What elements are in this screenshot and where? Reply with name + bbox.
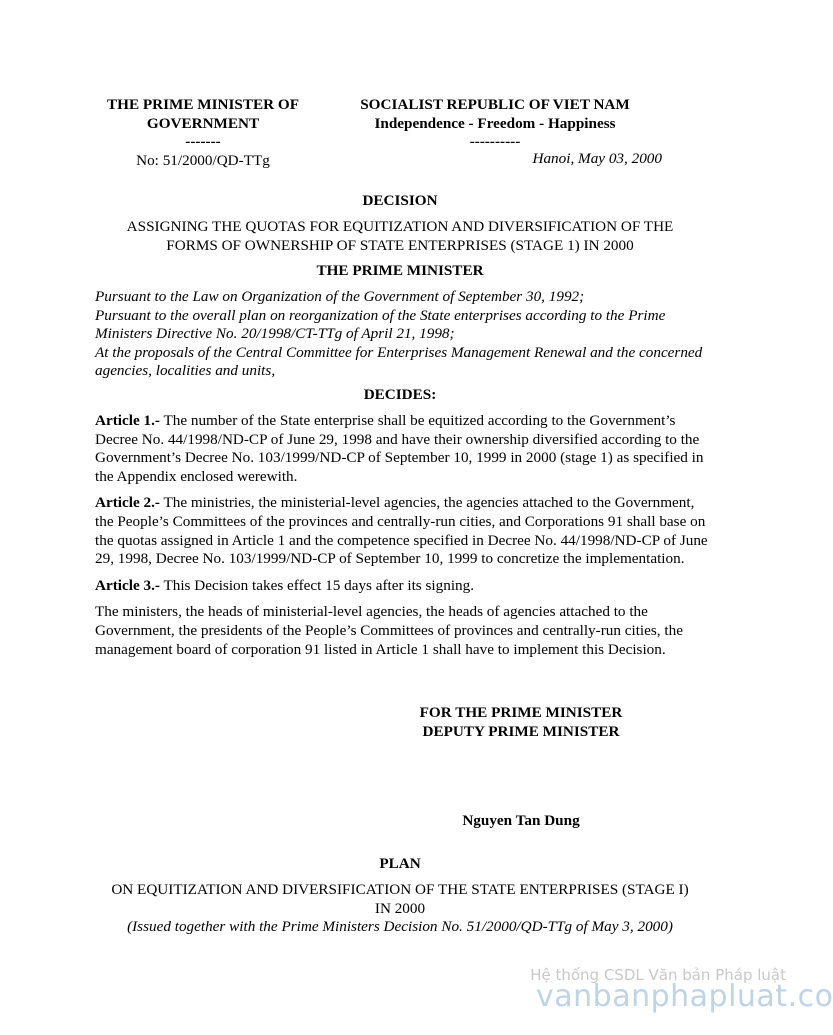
article-text: The number of the State enterprise shall be equitized according to the Government’s Decree No. 44/1998/ND-CP of June 29, 1998 and have their ownership diversified according to the Government’s Decree No. 103/1999/ND-CP of September 10, 1999 in 2000 (stage 1) as specified in the Appendix enclosed werewith. [95,412,704,485]
decision-heading: DECISION [362,192,438,209]
motto-rule: ---------- [469,133,521,151]
closing-paragraph: The ministers, the heads of ministerial-level agencies, the heads of agencies attached to the Government, the presidents of the People’s Committees of provinces and centrally-run cities, the management board of corporation 91 listed in Article 1 shall have to implement this Decision. [95,603,683,658]
preamble-item: Pursuant to the overall plan on reorganization of the State enterprises according to the Prime Ministers Directive No. 20/1998/CT-TTg of April 21, 1998; [95,306,666,343]
motto: Independence - Freedom - Happiness [374,114,616,132]
issuer-rule: ------- [185,133,221,151]
article-3 [95,577,715,596]
plan-heading: PLAN [379,855,421,872]
plan-title-line-1: ON EQUITIZATION AND DIVERSIFICATION OF THE STATE ENTERPRISES (STAGE I) [111,881,689,898]
signatory-name: Nguyen Tan Dung [462,812,580,829]
preamble-item: Pursuant to the Law on Organization of the Government of September 30, 1992; [95,288,585,305]
decision-subject [90,218,710,255]
signature-title [400,704,642,741]
article-text: This Decision takes effect 15 days after its signing. [159,576,475,594]
decision-subject-line-2: FORMS OF OWNERSHIP OF STATE ENTERPRISES (STAGE 1) IN 2000 [166,236,634,254]
issuer-line-1: THE PRIME MINISTER OF [107,96,299,113]
watermark-caption: Hệ thống CSDL Văn bản Pháp luật [530,966,786,984]
country-name: SOCIALIST REPUBLIC OF VIET NAM [360,96,630,113]
article-2 [95,494,715,568]
place-date: Hanoi, May 03, 2000 [532,150,662,167]
preamble [95,288,715,381]
authority-heading: THE PRIME MINISTER [316,262,484,279]
article-text: The ministries, the ministerial-level agencies, the agencies attached to the Government, the People’s Committees of the provinces and centrally-run cities, and Corporations 91 shall base on the quotas assigned in Article 1 and the competence specified in Decree No. 44/1998/ND-CP of June 29, 1998, Decree No. 103/1999/ND-CP of September 10, 1999 to concretize the implementation. [95,494,708,568]
plan-issued-note: (Issued together with the Prime Ministers Decision No. 51/2000/QD-TTg of May 3, 2000) [127,918,673,936]
national-motto-block [340,96,650,152]
decision-subject-line-1: ASSIGNING THE QUOTAS FOR EQUITIZATION AND DIVERSIFICATION OF THE [126,218,674,235]
decides-heading: DECIDES: [363,386,437,403]
preamble-item: At the proposals of the Central Committee for Enterprises Management Renewal and the concerned agencies, localities and units, [95,343,703,380]
watermark-site: vanbanphapluat.co [536,979,833,1014]
article-label: Article 2.- [95,494,160,512]
plan-title-line-2: IN 2000 [374,899,426,917]
signature-line-1: FOR THE PRIME MINISTER [419,704,623,721]
issuer-block [70,96,336,170]
plan-title [90,881,710,937]
articles [95,412,715,659]
article-label: Article 1.- [95,412,160,429]
issuer-line-2: GOVERNMENT [146,114,260,132]
article-label: Article 3.- [95,576,160,594]
signature-line-2: DEPUTY PRIME MINISTER [422,722,620,740]
document-number: No: 51/2000/QD-TTg [136,151,270,169]
article-1 [95,412,715,486]
